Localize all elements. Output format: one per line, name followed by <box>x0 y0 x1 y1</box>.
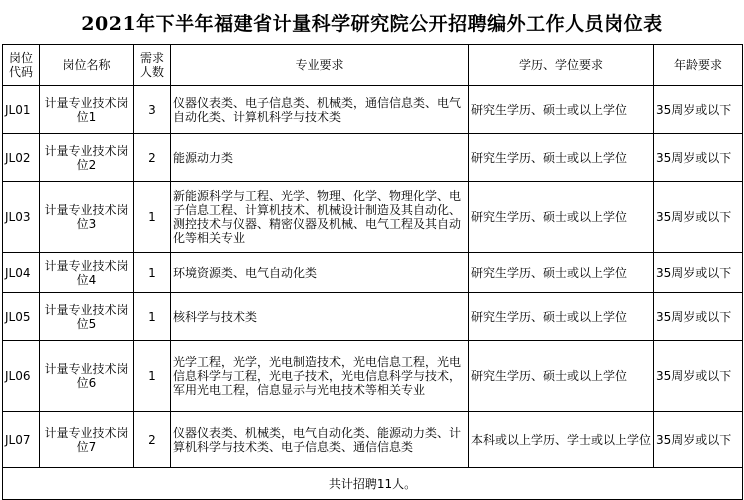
table-header-row <box>3 45 743 86</box>
table-row <box>3 253 743 293</box>
cell-count: 1 <box>134 293 171 341</box>
cell-education: 研究生学历、硕士或以上学位 <box>469 293 654 341</box>
cell-count: 3 <box>134 86 171 134</box>
cell-age: 35周岁或以下 <box>654 412 743 468</box>
page-title: 2021年下半年福建省计量科学研究院公开招聘编外工作人员岗位表 <box>81 12 663 35</box>
cell-age: 35周岁或以下 <box>654 134 743 182</box>
cell-code: JL04 <box>3 253 40 293</box>
cell-age: 35周岁或以下 <box>654 86 743 134</box>
cell-age: 35周岁或以下 <box>654 182 743 253</box>
cell-name: 计量专业技术岗位1 <box>40 86 134 134</box>
table-row <box>3 86 743 134</box>
cell-education: 研究生学历、硕士或以上学位 <box>469 253 654 293</box>
cell-major: 环境资源类、电气自动化类 <box>171 253 469 293</box>
cell-count: 1 <box>134 341 171 412</box>
cell-count: 2 <box>134 412 171 468</box>
cell-count: 2 <box>134 134 171 182</box>
cell-code: JL07 <box>3 412 40 468</box>
table-row <box>3 182 743 253</box>
cell-count: 1 <box>134 253 171 293</box>
table-row <box>3 412 743 468</box>
cell-name: 计量专业技术岗位5 <box>40 293 134 341</box>
positions-table <box>2 44 743 500</box>
header-count: 需求人数 <box>134 45 171 86</box>
table-row <box>3 341 743 412</box>
cell-code: JL06 <box>3 341 40 412</box>
cell-code: JL02 <box>3 134 40 182</box>
cell-major: 仪器仪表类、机械类，电气自动化类、能源动力类、计算机科学与技术类、电子信息类、通信信息类 <box>171 412 469 468</box>
cell-age: 35周岁或以下 <box>654 253 743 293</box>
cell-name: 计量专业技术岗位4 <box>40 253 134 293</box>
cell-name: 计量专业技术岗位7 <box>40 412 134 468</box>
table-footer-row <box>3 468 743 500</box>
header-name: 岗位名称 <box>40 45 134 86</box>
total-note: 共计招聘11人。 <box>3 468 743 500</box>
cell-major: 光学工程，光学，光电制造技术，光电信息工程，光电信息科学与工程，光电子技术，光电信息科学与技术，军用光电工程，信息显示与光电技术等相关专业 <box>171 341 469 412</box>
cell-name: 计量专业技术岗位2 <box>40 134 134 182</box>
cell-major: 能源动力类 <box>171 134 469 182</box>
table-row <box>3 134 743 182</box>
table-row <box>3 293 743 341</box>
cell-education: 研究生学历、硕士或以上学位 <box>469 134 654 182</box>
header-education: 学历、学位要求 <box>469 45 654 86</box>
cell-code: JL05 <box>3 293 40 341</box>
cell-education: 研究生学历、硕士或以上学位 <box>469 182 654 253</box>
cell-code: JL01 <box>3 86 40 134</box>
cell-count: 1 <box>134 182 171 253</box>
header-code: 岗位代码 <box>3 45 40 86</box>
cell-age: 35周岁或以下 <box>654 293 743 341</box>
cell-major: 核科学与技术类 <box>171 293 469 341</box>
cell-education: 研究生学历、硕士或以上学位 <box>469 86 654 134</box>
cell-education: 本科或以上学历、学士或以上学位 <box>469 412 654 468</box>
header-age: 年龄要求 <box>654 45 743 86</box>
cell-major: 新能源科学与工程、光学、物理、化学、物理化学、电子信息工程、计算机技术、机械设计制造及其自动化、测控技术与仪器、精密仪器及机械、电气工程及其自动化等相关专业 <box>171 182 469 253</box>
cell-code: JL03 <box>3 182 40 253</box>
cell-name: 计量专业技术岗位3 <box>40 182 134 253</box>
cell-name: 计量专业技术岗位6 <box>40 341 134 412</box>
header-major: 专业要求 <box>171 45 469 86</box>
cell-education: 研究生学历、硕士或以上学位 <box>469 341 654 412</box>
cell-age: 35周岁或以下 <box>654 341 743 412</box>
cell-major: 仪器仪表类、电子信息类、机械类，通信信息类、电气自动化类、计算机科学与技术类 <box>171 86 469 134</box>
